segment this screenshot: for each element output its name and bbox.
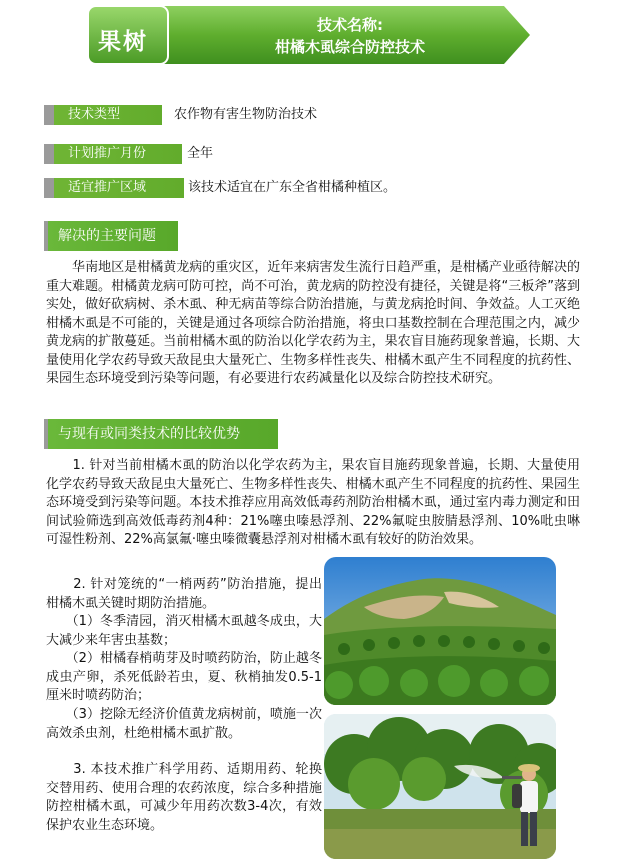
tech-name-value: 柑橘木虱综合防控技术 xyxy=(274,38,425,56)
info-value-tech-type: 农作物有害生物防治技术 xyxy=(174,107,318,122)
info-label-region: 适宜推广区域 xyxy=(44,178,184,198)
tech-name-label: 技术名称: xyxy=(317,16,383,34)
advantage-paragraph-1: 1. 针对当前柑橘木虱的防治以化学农药为主，果农盲目施药现象普遍，长期、大量使用化学农药导致天敌昆虫大量死亡、生物多样性丧失、柑橘木虱产生不同程度的抗药性、果园生态环境受到污染等问题。本技术推荐应用高效低毒药剂防治柑橘木虱，通过室内毒力测定和田间试验筛选到高效低毒药剂4种：21%噻虫嗪悬浮剂、22%氟啶虫胺腈悬浮剂、10%吡虫啉可湿性粉剂、22%高氯氟·噻虫嗪微囊悬浮剂对柑橘木虱有较好的防治效果。 xyxy=(46,458,580,547)
section-header-problem: 解决的主要问题 xyxy=(44,221,178,251)
advantage-item-2: （2）柑橘春梢萌芽及时喷药防治，防止越冬成虫产卵，杀死低龄若虫，夏、秋梢抽发0.5-1厘米时喷药防治； xyxy=(46,651,322,703)
spraying-farmer-photo xyxy=(324,714,556,859)
category-label: 果树 xyxy=(98,29,148,55)
title-banner xyxy=(0,4,624,66)
info-value-month: 全年 xyxy=(187,146,214,161)
advantage-item-3: （3）挖除无经济价值黄龙病树前，喷施一次高效杀虫剂，杜绝柑橘木虱扩散。 xyxy=(46,707,322,741)
advantage-item-1: （1）冬季清园，消灭柑橘木虱越冬成虫，大大减少来年害虫基数； xyxy=(46,614,322,648)
section-header-advantage: 与现有或同类技术的比较优势 xyxy=(44,419,278,449)
advantage-paragraph-3: 3. 本技术推广科学用药、适期用药、轮换交替用药、使用合理的农药浓度，综合多种措施防控柑橘木虱，可减少年用药次数3-4次，有效保护农业生态环境。 xyxy=(46,762,322,833)
orchard-hillside-photo xyxy=(324,557,556,705)
advantage-paragraph-2: 2. 针对笼统的“一梢两药”防治措施，提出柑橘木虱关键时期防治措施。 xyxy=(46,577,322,611)
info-label-month: 计划推广月份 xyxy=(44,144,182,164)
problem-paragraph: 华南地区是柑橘黄龙病的重灾区，近年来病害发生流行日趋严重，是柑橘产业亟待解决的重大难题。柑橘黄龙病可防可控，尚不可治，黄龙病的防控没有捷径，关键是将“三板斧”落到实处，做好砍病树、杀木虱、种无病苗等综合防治措施，与黄龙病抢时间、争效益。人工灭绝柑橘木虱是不可能的，关键是通过各项综合防治措施，将虫口基数控制在合理范围之内，减少黄龙病的扩散蔓延。当前柑橘木虱的防治以化学农药为主，果农盲目施药现象普遍，长期、大量使用化学农药导致天敌昆虫大量死亡、生物多样性丧失、柑橘木虱产生不同程度的抗药性、果园生态环境受到污染等问题，有必要进行农药减量化以及综合防控技术研究。 xyxy=(46,260,580,386)
info-value-region: 该技术适宜在广东全省柑橘种植区。 xyxy=(188,180,397,195)
info-label-tech-type: 技术类型 xyxy=(44,105,162,125)
